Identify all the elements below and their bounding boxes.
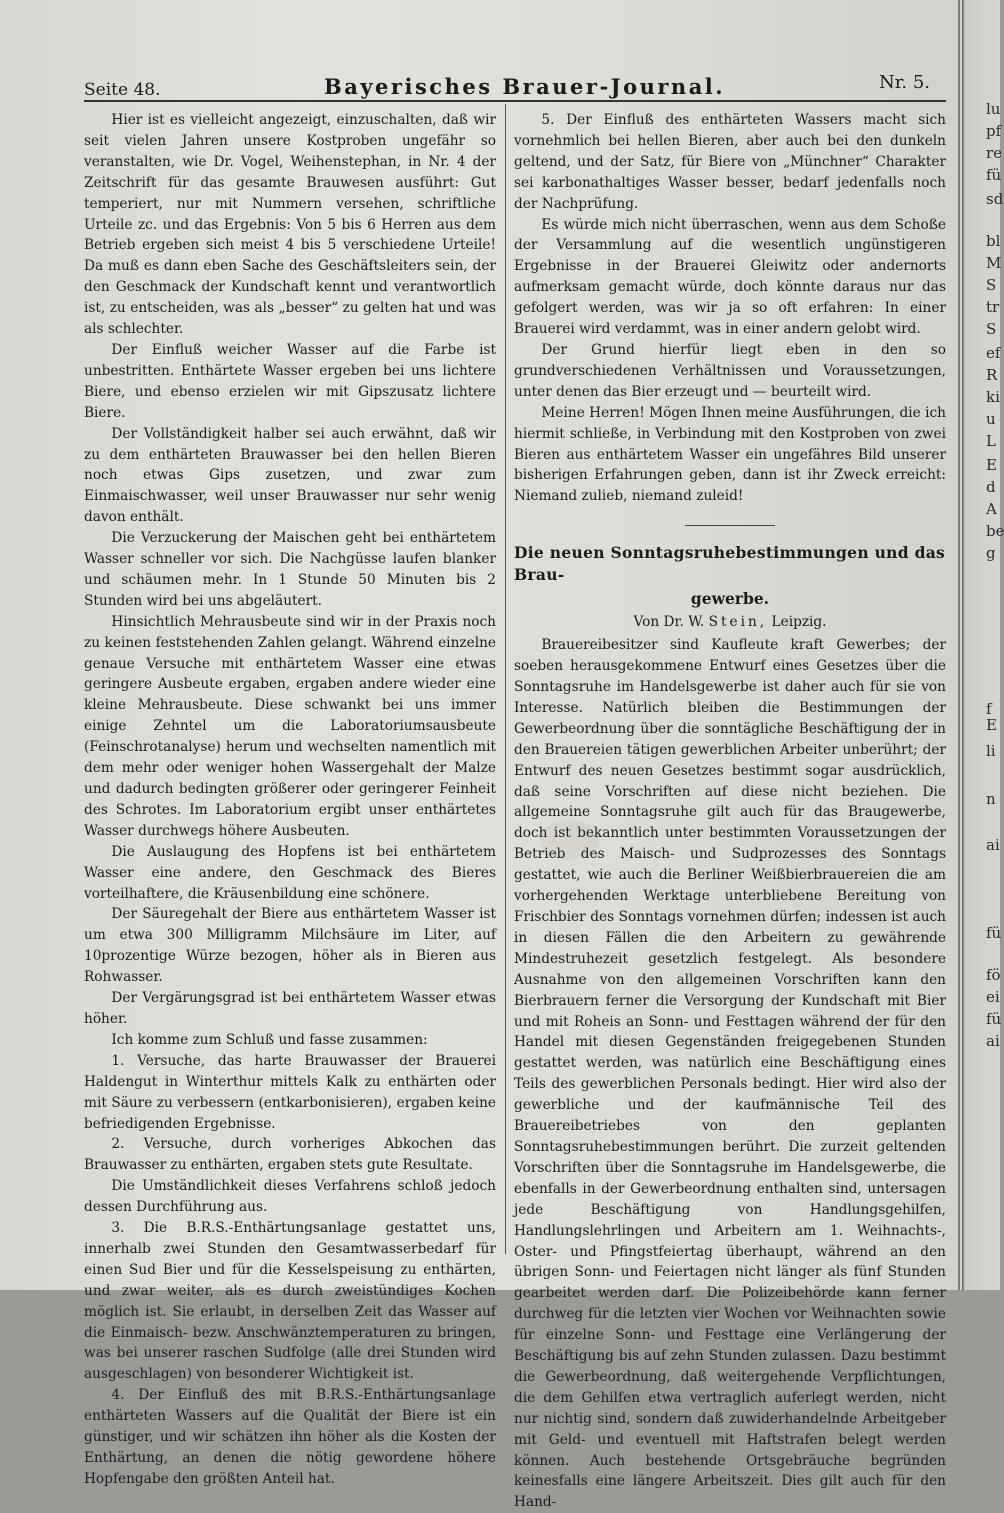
adjacent-page-fragment: li [986, 742, 996, 760]
adjacent-page-fragment: ki [986, 388, 1000, 406]
right-column [514, 110, 946, 1513]
journal-title: Bayerisches Brauer-Journal. [324, 74, 726, 99]
article-title-continued: gewerbe. [690, 589, 770, 609]
adjacent-page-fragment: sd [986, 190, 1004, 208]
page-header [84, 60, 950, 100]
adjacent-page-fragment: be [986, 522, 1004, 540]
page-edge [958, 0, 960, 1290]
paragraph: Der Säuregehalt der Biere aus enthärtetem Wasser ist um etwa 300 Milligramm Milchsäure im Liter, auf 10prozentige Würze bezogen, höher als in Bieren aus Rohwasser. [84, 906, 496, 986]
adjacent-page-fragment: ai [986, 1032, 1000, 1050]
paragraph: Die Auslaugung des Hopfens ist bei enthärtetem Wasser eine andere, den Geschmack des Bieres vorteilhaftere, die Kräusenbildung eine schönere. [84, 843, 496, 902]
left-column [84, 110, 496, 1490]
adjacent-page-fragment: M [986, 254, 1002, 272]
paragraph: Hier ist es vielleicht angezeigt, einzuschalten, daß wir seit vielen Jahren unsere Kostproben ungefähr so veranstalten, wie Dr. Vogel, Weihenstephan, in Nr. 4 der Zeitschrift für das gesamte Brauwesen ausführt: Gut temperiert, nur mit Nummern versehen, schriftliche Urteile zc. und das Ergebnis: Von 5 bis 6 Herren aus dem Betrieb ergeben sich meist 4 bis 5 verschiedene Urteile! Da muß es dann eben Sache des Geschäftsleiters sein, der den Geschmack der Kundschaft kennt und verantwortlich ist, zu entscheiden, was als „besser“ zu gelten hat und was als schlechter. [84, 112, 496, 338]
adjacent-page-fragment: E [986, 716, 997, 734]
adjacent-page-fragment: fö [986, 966, 1001, 984]
paragraph: Meine Herren! Mögen Ihnen meine Ausführungen, die ich hiermit schließe, in Verbindung mit den Kostproben von zwei Bieren aus enthärtetem Wasser ein ungefähres Bild unserer bisherigen Erfahrungen geben, dann ist ihr Zweck erreicht: Niemand zulieb, niemand zuleid! [514, 404, 946, 505]
adjacent-page-fragment: re [986, 144, 1003, 162]
adjacent-page-fragment: ei [986, 988, 1000, 1006]
column-divider [505, 104, 506, 1254]
adjacent-page-fragment: tr [986, 298, 1000, 316]
article-byline [514, 612, 946, 633]
author-place: Leipzig. [771, 614, 827, 631]
list-item: 5. Der Einfluß des enthärteten Wassers macht sich vornehmlich bei hellen Bieren, aber auch bei den dunkeln geltend, und der Satz, für Biere von „Münchner“ Charakter sei karbonathaltiges Wasser besser, bedarf jedenfalls noch der Nachprüfung. [514, 112, 946, 212]
adjacent-page-edge [962, 0, 1004, 1290]
issue-number: Nr. 5. [879, 72, 930, 93]
adjacent-page-fragment: S [986, 320, 997, 338]
paper-stain [260, 360, 300, 390]
adjacent-page-fragment: d [986, 478, 996, 496]
byline-prefix: Von Dr. W. [633, 614, 705, 631]
paragraph: Die Umständlichkeit dieses Verfahrens schloß jedoch dessen Durchführung aus. [84, 1178, 496, 1216]
adjacent-page-fragment: g [986, 544, 996, 562]
adjacent-page-fragment: lu [986, 100, 1001, 118]
adjacent-page-fragment: bl [986, 232, 1001, 250]
header-rule [84, 100, 946, 102]
adjacent-page-fragment: A [986, 500, 997, 518]
adjacent-page-fragment: fü [986, 1010, 1002, 1028]
paragraph: Der Grund hierfür liegt eben in den so grundverschiedenen Verhältnissen und Voraussetzungen, unter denen das Bier erzeugt und — beurteilt wird. [514, 341, 946, 400]
adjacent-page-fragment: pf [986, 122, 1002, 140]
adjacent-page-fragment: f [986, 700, 992, 718]
page-number: Seite 48. [84, 80, 161, 100]
list-item: 2. Versuche, durch vorheriges Abkochen das Brauwasser zu enthärten, ergaben stets gute Resultate. [84, 1136, 496, 1174]
paragraph: Ich komme zum Schluß und fasse zusammen: [111, 1031, 428, 1048]
list-item: 4. Der Einfluß des mit B.R.S.-Enthärtungsanlage enthärteten Wassers auf die Qualität der Biere ist ein günstiger, und wir schätzen ihn höher als die Kosten der Enthärtung, an denen die nötig gewordene höhere Hopfengabe den größten Anteil hat. [84, 1387, 496, 1487]
adjacent-page-fragment: L [986, 432, 996, 450]
list-item: 3. Die B.R.S.-Enthärtungsanlage gestattet uns, innerhalb zwei Stunden den Gesamtwasserbedarf für einen Sud Bier und für die Kesselspeisung zu enthärten, und zwar weiter, als es durch zweistündiges Kochen möglich ist. Sie erlaubt, in derselben Zeit das Wasser auf die Einmaisch- bezw. Anschwänztemperaturen zu bringen, was bei unserer raschen Sudfolge (alle drei Stunden wird ausgeschlagen) von besonderer Wichtigkeit ist. [84, 1220, 496, 1383]
adjacent-page-fragment: R [986, 366, 998, 384]
paragraph: Der Vollständigkeit halber sei auch erwähnt, daß wir zu dem enthärteten Brauwasser bei den hellen Bieren noch etwas Gips zusetzen, und zwar zum Einmaischwasser, weil unser Brauwasser nur sehr wenig davon enthält. [84, 425, 496, 526]
article-title: Die neuen Sonntagsruhebestimmungen und das Brau- [514, 543, 946, 585]
adjacent-page-fragment: E [986, 456, 997, 474]
adjacent-page-fragment: u [986, 410, 996, 428]
paper-stain [540, 820, 600, 860]
adjacent-page-fragment: ef [986, 344, 1001, 362]
paragraph: Der Einfluß weicher Wasser auf die Farbe ist unbestritten. Enthärtete Wasser ergeben bei uns lichtere Biere, und ebenso erzielen wir mit Gipszusatz lichtere Biere. [84, 341, 496, 421]
article-body: Brauereibesitzer sind Kaufleute kraft Gewerbes; der soeben herausgekommene Entwurf eines Gesetzes über die Sonntagsruhe im Handelsgewerbe ist daher auch für sie von Interesse. Natürlich bleiben die Bestimmungen der Gewerbeordnung über die sonntägliche Beschäftigung der in den Brauereien tätigen gewerblichen Arbeiter unberührt; der Entwurf des neuen Gesetzes bestimmt sogar ausdrücklich, daß seine Vorschriften auf diese nicht beziehen. Die allgemeine Sonntagsruhe gilt auch für das Braugewerbe, doch ist bekanntlich unter bestimmten Voraussetzungen der Betrieb des Maisch- und Sudprozesses des Sonntags gestattet, wie auch die Berliner Weißbierbrauereien die am vorhergehenden Werktage unterbliebene Bereitung von Frischbier des Sonntags vornehmen dürfen; indessen ist auch in diesen Fällen die den Arbeitern zu gewährende Mindestruhezeit gesetzlich festgelegt. Als besondere Ausnahme von den allgemeinen Vorschriften kann den Bierbrauern ferner die Versorgung der Kundschaft mit Bier und mit Roheis an Sonn- und Festtagen während der für den Handel mit diesen Gegenständen freigegebenen Stunden gestattet werden, was natürlich eine Beschäftigung eines Teils des gewerblichen Personals bedingt. Hier wird also der gewerbliche und der kaufmännische Teil des Brauereibetriebes von den geplanten Sonntagsruhebestimmungen berührt. Die zurzeit geltenden Vorschriften über die Sonntagsruhe im Handelsgewerbe, die ebenfalls in der Gewerbeordnung enthalten sind, untersagen jede Beschäftigung von Handlungsgehilfen, Handlungslehrlingen und Arbeitern am 1. Weihnachts-, Oster- und Pfingstfeiertag überhaupt, während an den übrigen Sonn- und Feiertagen nicht länger als fünf Stunden gearbeitet werden darf. Die Polizeibehörde kann ferner durchweg für die letzten vier Wochen vor Weihnachten sowie für einzelne Sonn- und Festtage eine Verlängerung der Beschäftigung bis auf zehn Stunden zulassen. Dazu bestimmt die Gewerbeordnung, daß weitergehende Verpflichtungen, die dem Gehilfen etwa vertraglich auferlegt werden, nicht nur nichtig sind, sondern daß zuwiderhandelnde Arbeitgeber mit Geld- und eventuell mit Haftstrafen belegt werden können. Auch bestehende Ortsgebräuche begründen keinesfalls eine längere Arbeitszeit. Dies gilt auch für den Hand- [514, 637, 946, 1511]
paragraph: Der Vergärungsgrad ist bei enthärtetem Wasser etwas höher. [84, 990, 496, 1027]
adjacent-page-fragment: ai [986, 836, 1000, 854]
paragraph: Hinsichtlich Mehrausbeute sind wir in der Praxis noch zu keinen feststehenden Zahlen gelangt. Während einzelne genaue Versuche mit enthärtetem Wasser eine etwas geringere Ausbeute ergaben, ergaben andere wieder eine kleine Mehrausbeute. Diese schwankt bei uns immer einige Zehntel um die Laboratoriumsausbeute (Feinschrotanalyse) herum und wechselten namentlich mit dem mehr oder weniger hohen Wassergehalt der Malze und dadurch bedingten größerer oder geringerer Feinheit des Schrotes. Im Laboratorium ergibt unser enthärtetes Wasser durchwegs höhere Ausbeuten. [84, 613, 496, 839]
adjacent-page-fragment: fü [986, 924, 1002, 942]
adjacent-page-fragment: n [986, 790, 996, 808]
paragraph: Die Verzuckerung der Maischen geht bei enthärtetem Wasser schneller vor sich. Die Nachgüsse laufen blanker und schäumen mehr. In 1 Stunde 50 Minuten bis 2 Stunden wird bei uns abgeläutert. [84, 530, 496, 609]
adjacent-page-fragment: fü [986, 166, 1002, 184]
adjacent-page-fragment: S [986, 276, 997, 294]
section-separator [685, 525, 775, 526]
paragraph: Es würde mich nicht überraschen, wenn aus dem Schoße der Versammlung auf die wesentlich ungünstigeren Ergebnisse in der Brauerei Gleiwitz oder andernorts aufmerksam gemacht würde, doch könnte daraus nur das gefolgert werden, was wir ja so oft erfahren: In einer Brauerei wird verdammt, was in einer andern gelobt wird. [514, 216, 946, 338]
author-name: Stein, [708, 614, 768, 631]
list-item: 1. Versuche, das harte Brauwasser der Brauerei Haldengut in Winterthur mittels Kalk zu enthärten oder mit Säure zu verbessern (entkarbonisieren), ergaben keine befriedigenden Ergebnisse. [84, 1052, 496, 1132]
